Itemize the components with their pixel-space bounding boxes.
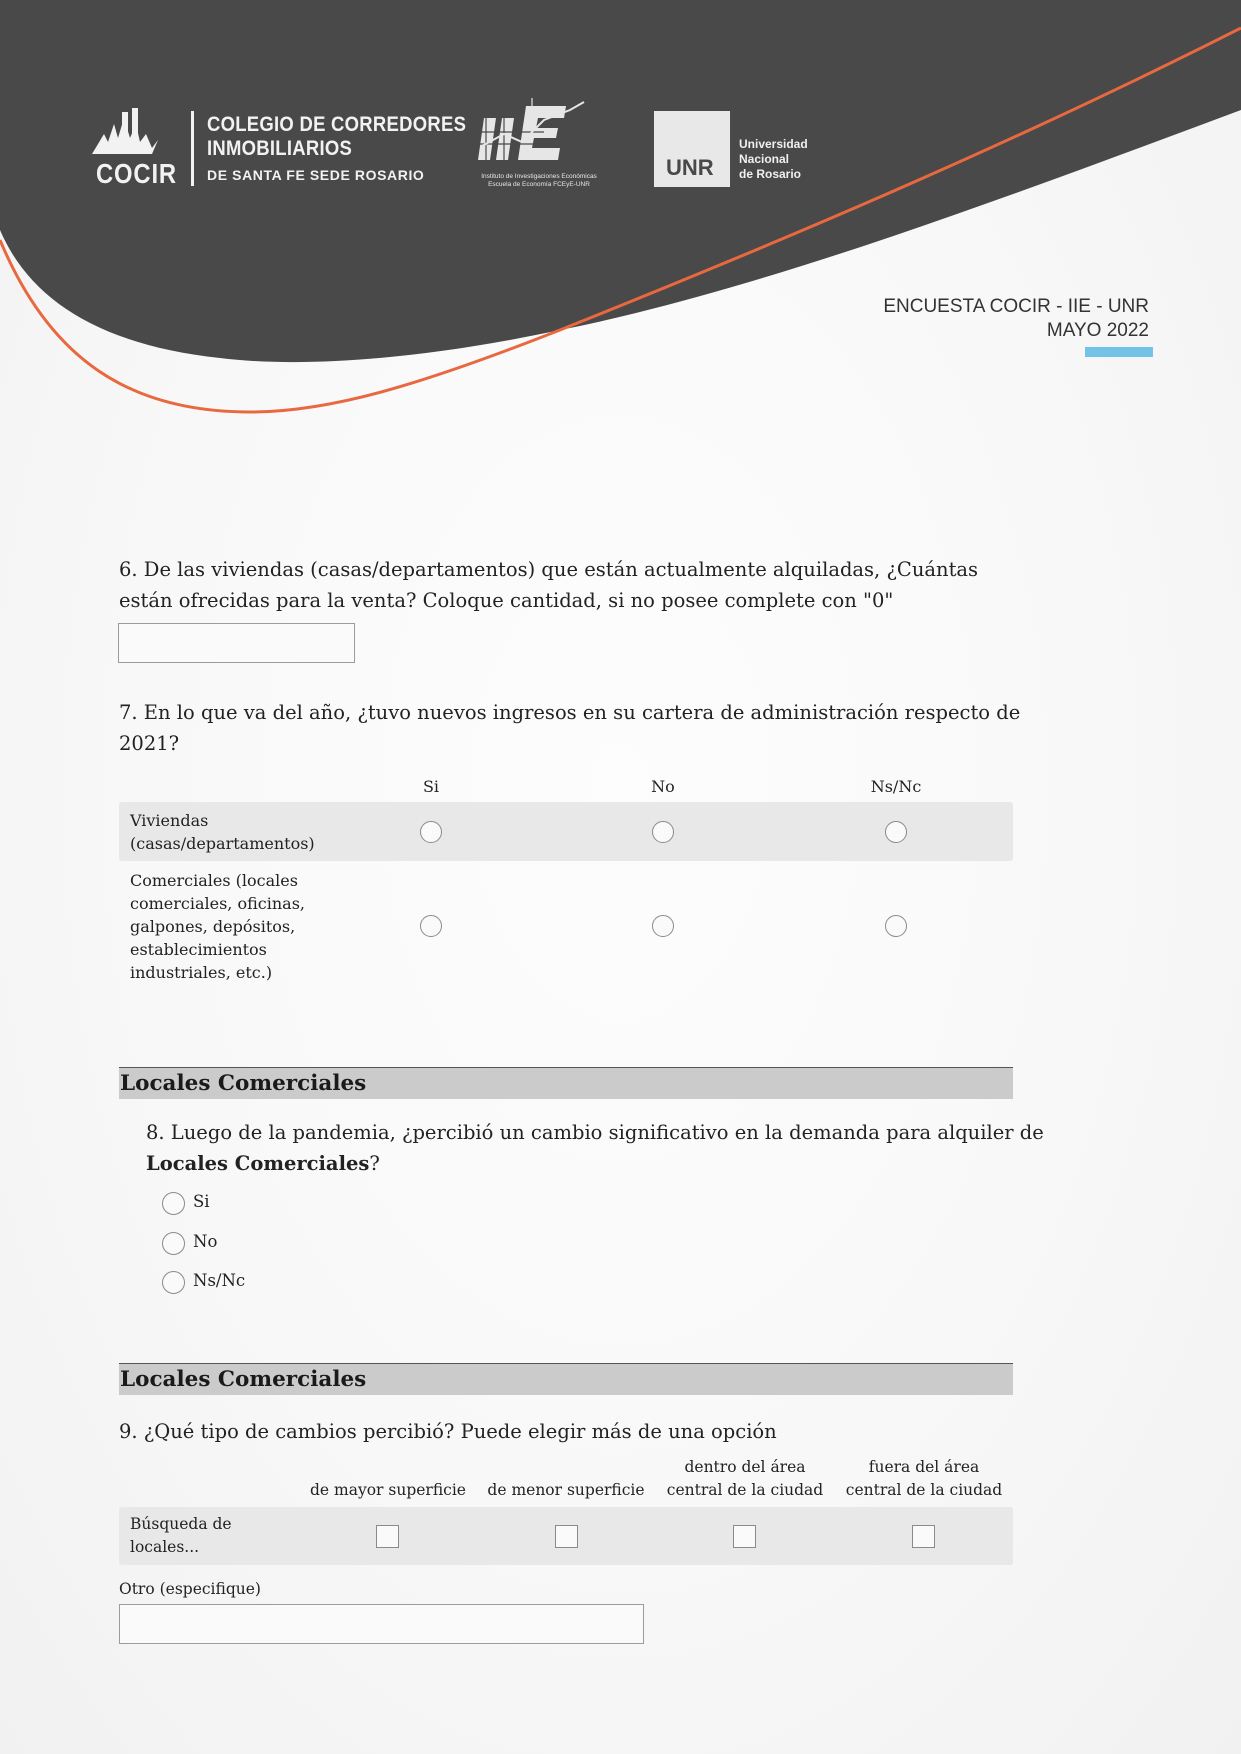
q9-column-menor [476,1456,656,1502]
q9-column-line [298,1456,478,1479]
q8-option-si-radio[interactable] [162,1192,185,1215]
q9-row-label-line: Búsqueda de [130,1515,232,1533]
q7-text-line2: 2021? [119,732,180,755]
section-header [119,1067,1013,1099]
q8-text-line2 [146,1148,1046,1179]
unr-name [739,137,808,182]
q6-text [119,554,1039,616]
q9-fuera-area-checkbox[interactable] [912,1525,935,1548]
iie-logo-icon [474,98,604,172]
q7-column-si: Si [422,777,440,796]
q8-text-bold: Locales Comerciales [146,1152,370,1175]
section-header [119,1363,1013,1395]
q7-comerciales-no-radio[interactable] [652,915,674,937]
q9-row-label-line: locales... [130,1538,200,1556]
q7-row-label-line: (casas/departamentos) [130,834,315,853]
unr-name-line1: Universidad [739,137,808,151]
section-title: Locales Comerciales [120,1071,367,1096]
q7-viviendas-si-radio[interactable] [420,821,442,843]
q7-row-label-line: galpones, depósitos, [130,917,296,936]
cocir-name-line1: COLEGIO DE CORREDORES [207,113,467,136]
q7-column-nsnc: Ns/Nc [870,777,922,796]
q9-text: 9. ¿Qué tipo de cambios percibió? Puede elegir más de una opción [119,1420,777,1443]
unr-name-line3: de Rosario [739,167,802,181]
unr-name-line2: Nacional [739,152,790,166]
q9-column-line: de menor superficie [487,1481,645,1499]
q7-row-label-line: Viviendas [130,811,209,830]
iie-caption [474,173,604,189]
iie-caption-line2: Escuela de Economía FCEyE-UNR [488,181,590,188]
q6-text-line1: 6. De las viviendas (casas/departamentos) que están actualmente alquiladas, ¿Cuántas [119,558,979,581]
header-background [0,0,1241,430]
q8-text [146,1117,1046,1179]
q9-row-label [130,1513,232,1559]
cocir-name-line2: INMOBILIARIOS [207,137,353,160]
q9-column-line: central de la ciudad [845,1481,1003,1499]
q9-other-input[interactable] [119,1604,644,1644]
q8-option-no-label: No [193,1232,218,1251]
q7-row-label-line: Comerciales (locales [130,871,298,890]
q7-viviendas-nsnc-radio[interactable] [885,821,907,843]
section-title: Locales Comerciales [120,1367,367,1392]
q9-column-line: de mayor superficie [310,1481,466,1499]
q7-row-label-line: comerciales, oficinas, [130,894,305,913]
q8-option-no-radio[interactable] [162,1232,185,1255]
survey-title-date: MAYO 2022 [1046,320,1149,341]
q8-text-end: ? [369,1152,380,1175]
q9-mayor-superficie-checkbox[interactable] [376,1525,399,1548]
survey-title [883,295,1149,343]
q9-column-line [476,1456,656,1479]
cocir-name-line3: DE SANTA FE SEDE ROSARIO [207,167,425,183]
q7-row-label-viviendas [130,809,315,855]
q8-option-nsnc-label: Ns/Nc [193,1271,246,1290]
q9-column-line: fuera del área [868,1458,980,1476]
q7-text [119,697,1039,759]
q6-text-line2: están ofrecidas para la venta? Coloque cantidad, si no posee complete con "0" [119,589,894,612]
q7-row-label-line: establecimientos [130,940,267,959]
q7-column-no: No [651,777,675,796]
q8-option-nsnc-radio[interactable] [162,1271,185,1294]
q7-row-label-comerciales [130,869,305,984]
q7-row-label-line: industriales, etc.) [130,963,273,982]
survey-title-name: ENCUESTA COCIR - IIE - UNR [883,296,1149,317]
q7-viviendas-no-radio[interactable] [652,821,674,843]
q8-text-line1: 8. Luego de la pandemia, ¿percibió un cambio significativo en la demanda para alquiler de [146,1121,1044,1144]
q9-column-fuera [834,1456,1014,1502]
q9-dentro-area-checkbox[interactable] [733,1525,756,1548]
q9-column-line: dentro del área [684,1458,806,1476]
cocir-name [207,113,502,183]
q8-option-si-label: Si [193,1192,210,1211]
q9-column-line: central de la ciudad [666,1481,824,1499]
q7-comerciales-si-radio[interactable] [420,915,442,937]
iie-caption-line1: Instituto de Investigaciones Económicas [481,173,597,180]
q7-comerciales-nsnc-radio[interactable] [885,915,907,937]
q9-column-dentro [655,1456,835,1502]
q6-quantity-input[interactable] [118,623,355,663]
cocir-wordmark: COCIR [96,158,177,189]
unr-logo [654,111,730,187]
accent-bar [1085,347,1153,357]
q7-text-line1: 7. En lo que va del año, ¿tuvo nuevos ingresos en su cartera de administración respecto de [119,701,1021,724]
q9-column-mayor [298,1456,478,1502]
q9-other-label: Otro (especifique) [119,1580,261,1598]
unr-mark: UNR [666,155,714,180]
q9-menor-superficie-checkbox[interactable] [555,1525,578,1548]
